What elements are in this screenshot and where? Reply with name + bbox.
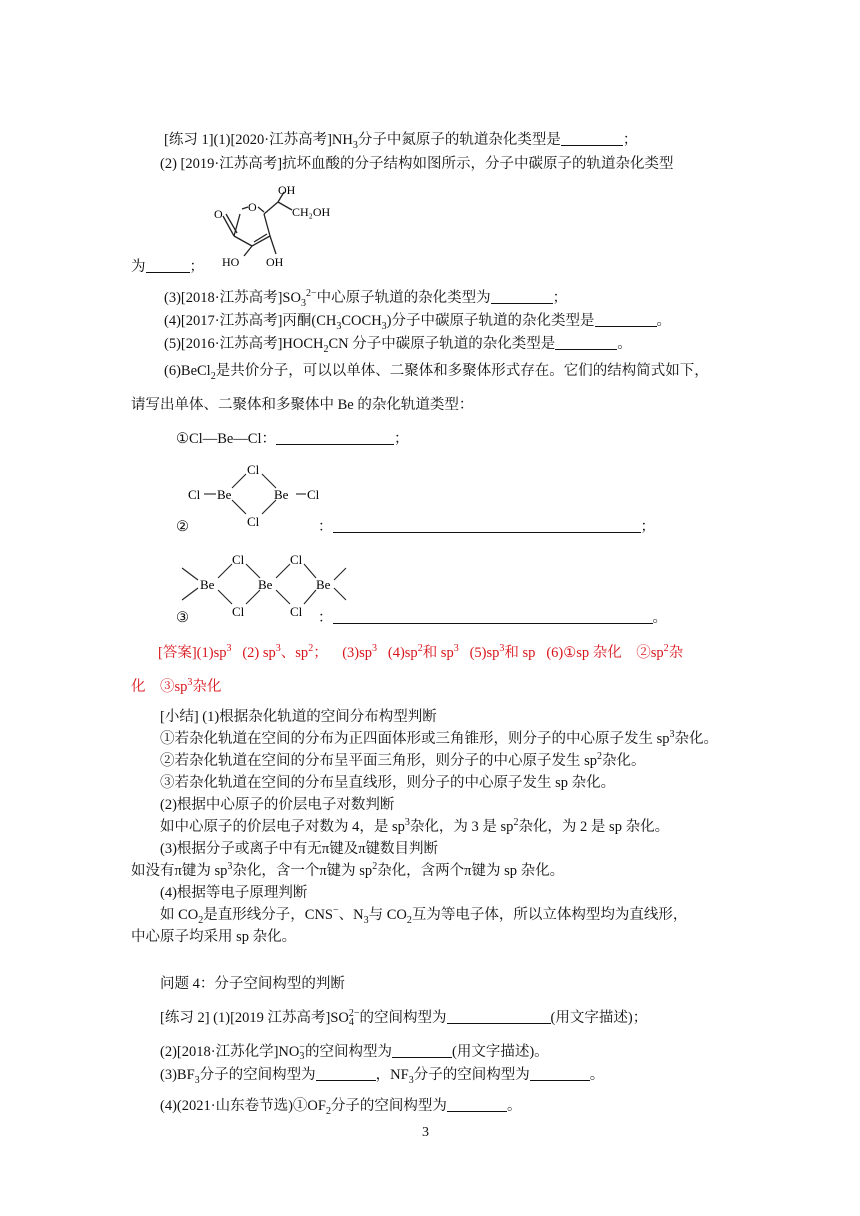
ring-oxygen-label: O bbox=[248, 200, 257, 214]
answer-blank[interactable] bbox=[555, 335, 617, 350]
answer-blank[interactable] bbox=[276, 430, 394, 445]
ex2-q4: (4)(2021·山东卷节选)$①OF_2$分子的空间构型为 。 bbox=[160, 1098, 522, 1117]
polymer-be-1: Be bbox=[200, 577, 215, 592]
polymer-be-2: Be bbox=[258, 577, 273, 592]
summary-line-11: 中心原子均采用 sp 杂化。 bbox=[131, 929, 297, 945]
ex2-q3: $(3)BF_3$分子的空间构型为 ，$NF_3$分子的空间构型为 。 bbox=[160, 1067, 605, 1086]
answer-blank[interactable] bbox=[392, 1043, 452, 1058]
page-number: 3 bbox=[422, 1125, 429, 1140]
dimer-cl-top: Cl bbox=[247, 462, 260, 477]
question4-title: 问题 4：分子空间构型的判断 bbox=[160, 976, 345, 992]
ex1-q3: (3)[2018·江苏高考]$SO_3^{2-}$中心原子轨道的杂化类型为 ； bbox=[164, 288, 568, 309]
ex2-q1: [练习 2] (1)[2019 江苏高考]SO 2− 4 的空间构型为 (用文字描述)； bbox=[160, 1008, 648, 1028]
oh-bottom-label: OH bbox=[266, 255, 284, 269]
answer-blank[interactable] bbox=[316, 1066, 376, 1081]
polymer-cl-bottom-1: Cl bbox=[232, 604, 245, 619]
answer-blank[interactable] bbox=[491, 289, 553, 304]
summary-heading: [小结] (1)根据杂化轨道的空间分布构型判断 bbox=[160, 709, 437, 725]
summary-line-4: ③若杂化轨道在空间的分布呈直线形，则分子的中心原子发生 sp 杂化。 bbox=[160, 775, 616, 791]
polymer-cl-top-2: Cl bbox=[290, 552, 303, 567]
answer-line-2: 化 $③sp^3$杂化 bbox=[131, 677, 222, 695]
answer-line-1: [答案]$(1)sp^3$ (2) $sp^3$、$sp^2$； $(3)sp^3$ $(4)sp^2$和 $sp^3$ $(5)sp^3$和 sp (6)①sp 杂化 $②sp^2$杂 bbox=[158, 643, 684, 661]
summary-line-5: (2)根据中心原子的价层电子对数判断 bbox=[160, 797, 395, 813]
dimer-be1: Be bbox=[217, 487, 232, 502]
summary-line-6: 如中心原子的价层电子对数为 4，是 $sp^3$杂化，为 3 是 $sp^2$杂化，为 2 是 sp 杂化。 bbox=[160, 817, 670, 835]
ex1-q1: [练习 1](1)[2020·江苏高考]$NH_3$分子中氮原子的轨道杂化类型是 ； bbox=[164, 132, 638, 151]
polymer-be-3: Be bbox=[316, 577, 331, 592]
ex1-q2-answer: 为 ； bbox=[131, 259, 204, 275]
ho-label: HO bbox=[222, 255, 240, 269]
answer-blank[interactable] bbox=[146, 258, 190, 273]
dimer-number: ② bbox=[176, 519, 189, 535]
answer-blank[interactable] bbox=[447, 1097, 507, 1112]
summary-line-8: 如没有π键为 $sp^3$杂化，含一个π键为 $sp^2$杂化，含两个π键为 sp 杂化。 bbox=[131, 861, 565, 879]
ex1-q4: (4)[2017·江苏高考]丙酮$(CH_3COCH_3)$分子中碳原子轨道的杂化类型是 。 bbox=[164, 313, 671, 332]
monomer-line: ①Cl—Be—Cl： ； bbox=[176, 431, 409, 447]
dimer-be2: Be bbox=[274, 487, 289, 502]
ch2oh-label: CH₂OH bbox=[292, 205, 331, 219]
dimer-cl-left: Cl bbox=[188, 487, 201, 502]
answer-blank[interactable] bbox=[447, 1009, 551, 1024]
summary-line-3: ②若杂化轨道在空间的分布呈平面三角形，则分子的中心原子发生 $sp^2$杂化。 bbox=[160, 751, 646, 769]
answer-blank[interactable] bbox=[333, 518, 641, 533]
ex2-q2: (2)[2018·江苏化学]NO − 3 的空间构型为 (用文字描述)。 bbox=[160, 1042, 549, 1062]
polymer-number: ③ bbox=[176, 610, 189, 626]
polymer-cl-bottom-2: Cl bbox=[290, 604, 303, 619]
ex1-q6-line1: (6)BeCl$_2$是共价分子，可以以单体、二聚体和多聚体形式存在。它们的结构简式如下， bbox=[164, 363, 709, 382]
ascorbic-acid-structure bbox=[212, 180, 352, 270]
answer-blank[interactable] bbox=[530, 1066, 590, 1081]
polymer-cl-top-1: Cl bbox=[232, 552, 245, 567]
answer-blank[interactable] bbox=[561, 131, 623, 146]
answer-blank[interactable] bbox=[333, 609, 653, 624]
summary-line-10: 如 $CO_2$是直形线分子，CNS−、$N_3$与 $CO_2$互为等电子体，所以立体构型均为直线形， bbox=[160, 905, 688, 926]
polymer-line: ： 。 bbox=[318, 610, 667, 626]
becl2-dimer-structure bbox=[186, 458, 326, 532]
carbonyl-oxygen-label: O bbox=[214, 207, 223, 221]
ex1-q5: (5)[2016·江苏高考]$HOCH_2CN$ 分子中碳原子轨道的杂化类型是 。 bbox=[164, 336, 632, 355]
dimer-cl-bottom: Cl bbox=[247, 514, 260, 529]
ex1-q6-line2: 请写出单体、二聚体和多聚体中 Be 的杂化轨道类型： bbox=[131, 397, 474, 413]
dimer-cl-right: Cl bbox=[307, 487, 320, 502]
summary-line-7: (3)根据分子或离子中有无π键及π键数目判断 bbox=[160, 841, 439, 857]
oh-top-label: OH bbox=[278, 183, 296, 197]
ex1-q2: (2) [2019·江苏高考]抗坏血酸的分子结构如图所示，分子中碳原子的轨道杂化类型 bbox=[160, 156, 674, 172]
summary-line-9: (4)根据等电子原理判断 bbox=[160, 885, 308, 901]
summary-line-2: ①若杂化轨道在空间的分布为正四面体形或三角锥形，则分子的中心原子发生 $sp^3$杂化。 bbox=[160, 729, 719, 747]
answer-blank[interactable] bbox=[595, 312, 657, 327]
dimer-line: ： ； bbox=[318, 519, 655, 535]
